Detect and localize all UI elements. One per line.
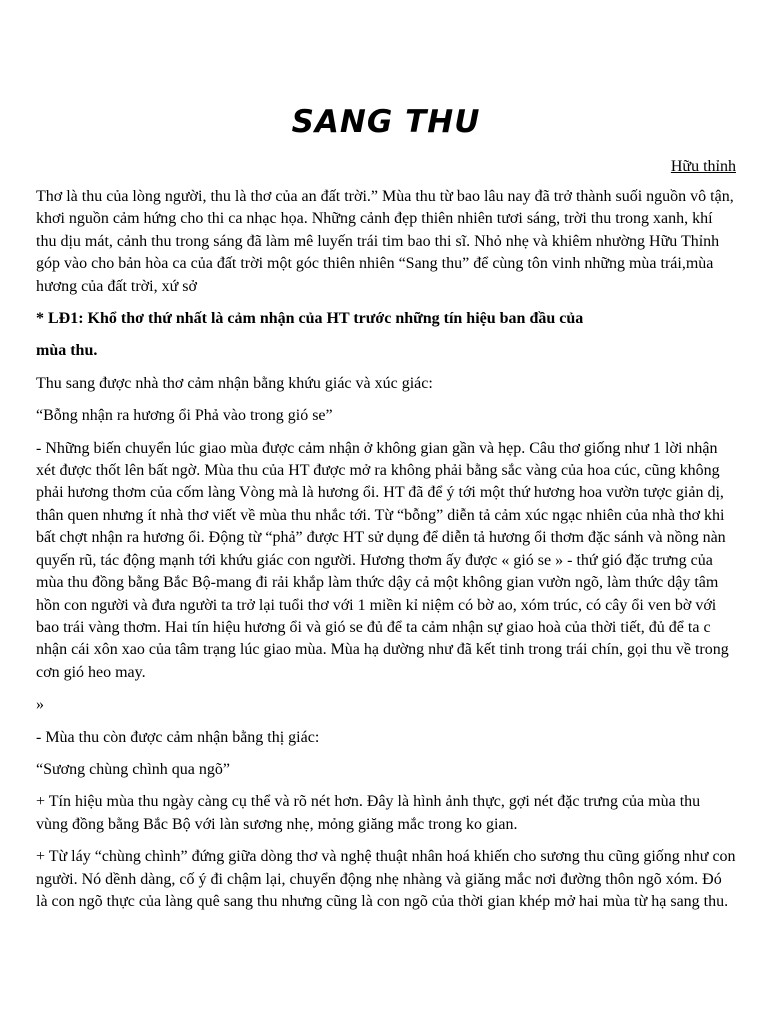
section-heading: * LĐ1: Khổ thơ thứ nhất là cảm nhận của HT trước những tín hiệu ban đầu của	[36, 310, 584, 328]
intro-paragraph: Thơ là thu của lòng người, thu là thơ của an đất trời.” Mùa thu từ bao lâu nay đã trở thành suối nguồn vô tận, khơi nguồn cảm hứng cho thi ca nhạc họa. Những cảnh đẹp thiên nhiên tươi sáng, trời thu trong xanh, khí thu dịu mát, cảnh thu trong sáng đã làm mê luyến trái tim bao thi sĩ. Nhỏ nhẹ và khiêm nhường Hữu Thỉnh góp vào cho bản hòa ca của đất trời một góc thiên nhiên “Sang thu” để cùng tôn vinh những mùa trái,mùa hương của đất trời, xứ sở	[36, 188, 734, 295]
document-title: SANG THU	[291, 104, 481, 140]
body-paragraph: + Tín hiệu mùa thu ngày càng cụ thể và rõ nét hơn. Đây là hình ảnh thực, gợi nét đặc trưng của mùa thu vùng đồng bằng Bắc Bộ với làn sương nhẹ, mỏng giăng mắc trong ko gian.	[36, 793, 701, 833]
poem-quote: “Sương chùng chình qua ngõ”	[36, 760, 230, 778]
body-paragraph: - Mùa thu còn được cảm nhận bằng thị giác:	[36, 728, 320, 746]
document-page	[36, 0, 736, 913]
author-name: Hữu thỉnh	[670, 158, 736, 175]
section-heading-continued: mùa thu.	[36, 342, 98, 360]
body-paragraph: - Những biến chuyển lúc giao mùa được cảm nhận ở không gian gần và hẹp. Câu thơ giống như 1 lời nhận xét được thốt lên bất ngờ. Mùa thu của HT được mở ra không phải bằng sắc vàng của hoa cúc, cũng không phải hương thơm của cốm làng Vòng mà là hương ổi. HT đã để ý tới một thứ hương hoa vườn tược giản dị, thân quen nhưng ít nhà thơ viết về mùa thu nhắc tới. Từ “bỗng” diễn tả cảm xúc ngạc nhiên của nhà thơ khi bất chợt nhận ra hương ổi. Động từ “phả” được HT sử dụng để diễn tả hương ổi thơm đặc sánh và nồng nàn quyến rũ, tác động mạnh tới khứu giác con người. Hương thơm ấy được « gió se » - thứ gió đặc trưng của mùa thu đồng bằng Bắc Bộ-mang đi rải khắp làm thức dậy cả một không gian vườn ngõ, làm thức dậy tâm hồn con người và đưa người ta trở lại tuổi thơ với 1 miền kỉ niệm có bờ ao, xóm trúc, có cây ổi ven bờ với bao trái vàng thơm. Hai tín hiệu hương ổi và gió se đủ để ta cảm nhận sự giao hoà của thời tiết, đủ để ta c nhận cái xôn xao của tâm trạng lúc giao mùa. Mùa hạ dường như đã kết tinh trong trái chín, gọi thu về trong cơn gió heo may.	[36, 439, 729, 681]
body-paragraph: Thu sang được nhà thơ cảm nhận bằng khứu giác và xúc giác:	[36, 374, 433, 392]
body-paragraph: + Từ láy “chùng chình” đứng giữa dòng thơ và nghệ thuật nhân hoá khiến cho sương thu cũng giống như con người. Nó dềnh dàng, cố ý đi chậm lại, chuyển động nhẹ nhàng và giăng mắc nơi đường thôn ngõ xóm. Đó là con ngõ thực của làng quê sang thu nhưng cũng là con ngõ của thời gian khép mở hai mùa từ hạ sang thu.	[36, 848, 736, 910]
stray-mark: »	[36, 696, 44, 714]
poem-quote: “Bỗng nhận ra hương ổi Phả vào trong gió se”	[36, 407, 333, 425]
